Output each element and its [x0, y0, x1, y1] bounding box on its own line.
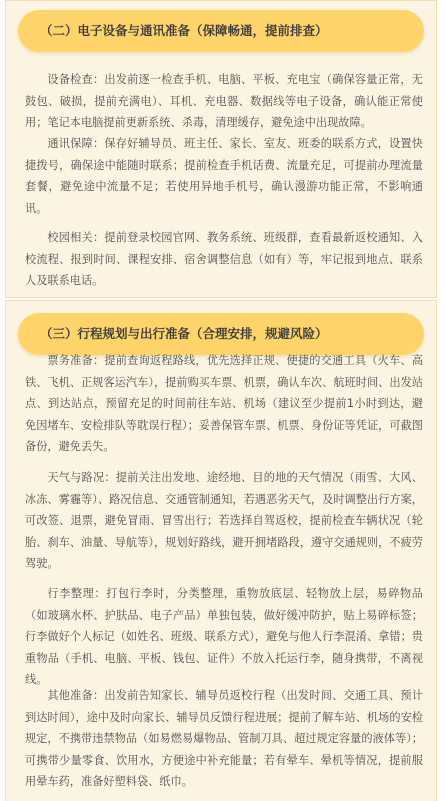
paragraph-tickets: 票务准备：提前查询返程路线，优先选择正规、便捷的交通工具（火车、高铁、飞机、正规客运汽车），提前购买车票、机票，确认车次、航班时间、出发站点、到达站点，预留充足的时间前往车站、机场（建议至少提前1小时到达，避免因堵车、安检排队等耽误行程）；妥善保管车票、机票、身份证等凭证，可截图备份，避免丢失。: [25, 354, 423, 453]
section-header-travel: [18, 313, 424, 355]
paragraph-other: 其他准备：出发前告知家长、辅导员返校行程（出发时间、交通工具、预计到达时间），途中及时向家长、辅导员反馈行程进展；提前了解车站、机场的安检规定，不携带违禁物品（如易燃易爆物品、管制刀具、超过规定容量的液体等）；可携带少量零食、饮用水，方便途中补充能量；若有晕车、晕机等情况，提前服用晕车药，准备好塑料袋、纸巾。: [25, 689, 423, 788]
paragraph-campus: 校园相关：提前登录校园官网、教务系统、班级群，查看最新返校通知、入校流程、报到时间、课程安排、宿舍调整信息（如有）等，牢记报到地点、联系人及联系电话。: [25, 231, 423, 287]
paragraph-luggage: 行李整理：打包行李时，分类整理，重物放底层、轻物放上层，易碎物品（如玻璃水杯、护肤品、电子产品）单独包装，做好缓冲防护，贴上易碎标签；行李做好个人标记（如姓名、班级、联系方式），避免与他人行李混淆、拿错；贵重物品（手机、电脑、平板、钱包、证件）不放入托运行李，随身携带，不离视线。: [25, 587, 423, 686]
paragraph-weather: 天气与路况：提前关注出发地、途经地、目的地的天气情况（雨雪、大风、冰冻、雾霾等）、路况信息、交通管制通知，若遇恶劣天气，及时调整出行方案，可改签、退票，避免冒雨、冒雪出行；若选择自驾返校，提前检查车辆状况（轮胎、刹车、油量、导航等），规划好路线，避开拥堵路段，遵守交通规则，不疲劳驾驶。: [25, 471, 423, 570]
paragraph-device-check: 设备检查：出发前逐一检查手机、电脑、平板、充电宝（确保容量正常，无鼓包、破损，提前充满电）、耳机、充电器、数据线等电子设备，确认能正常使用；笔记本电脑提前更新系统、杀毒，清理缓存，避免途中出现故障。: [25, 73, 423, 129]
section-title: （二）电子设备与通讯准备（保障畅通，提前排查）: [40, 23, 328, 38]
section-header-electronics: [18, 10, 424, 52]
section-panel-travel: [5, 300, 437, 801]
section-panel-electronics: [5, 0, 437, 298]
section-title: （三）行程规划与出行准备（合理安排，规避风险）: [40, 326, 328, 341]
paragraph-communication: 通讯保障：保存好辅导员、班主任、家长、室友、班委的联系方式，设置快捷拨号，确保途中能随时联系；提前检查手机话费、流量充足，可提前办理流量套餐，避免途中流量不足；若使用异地手机号，确认漫游功能正常，不影响通讯。: [25, 137, 423, 215]
